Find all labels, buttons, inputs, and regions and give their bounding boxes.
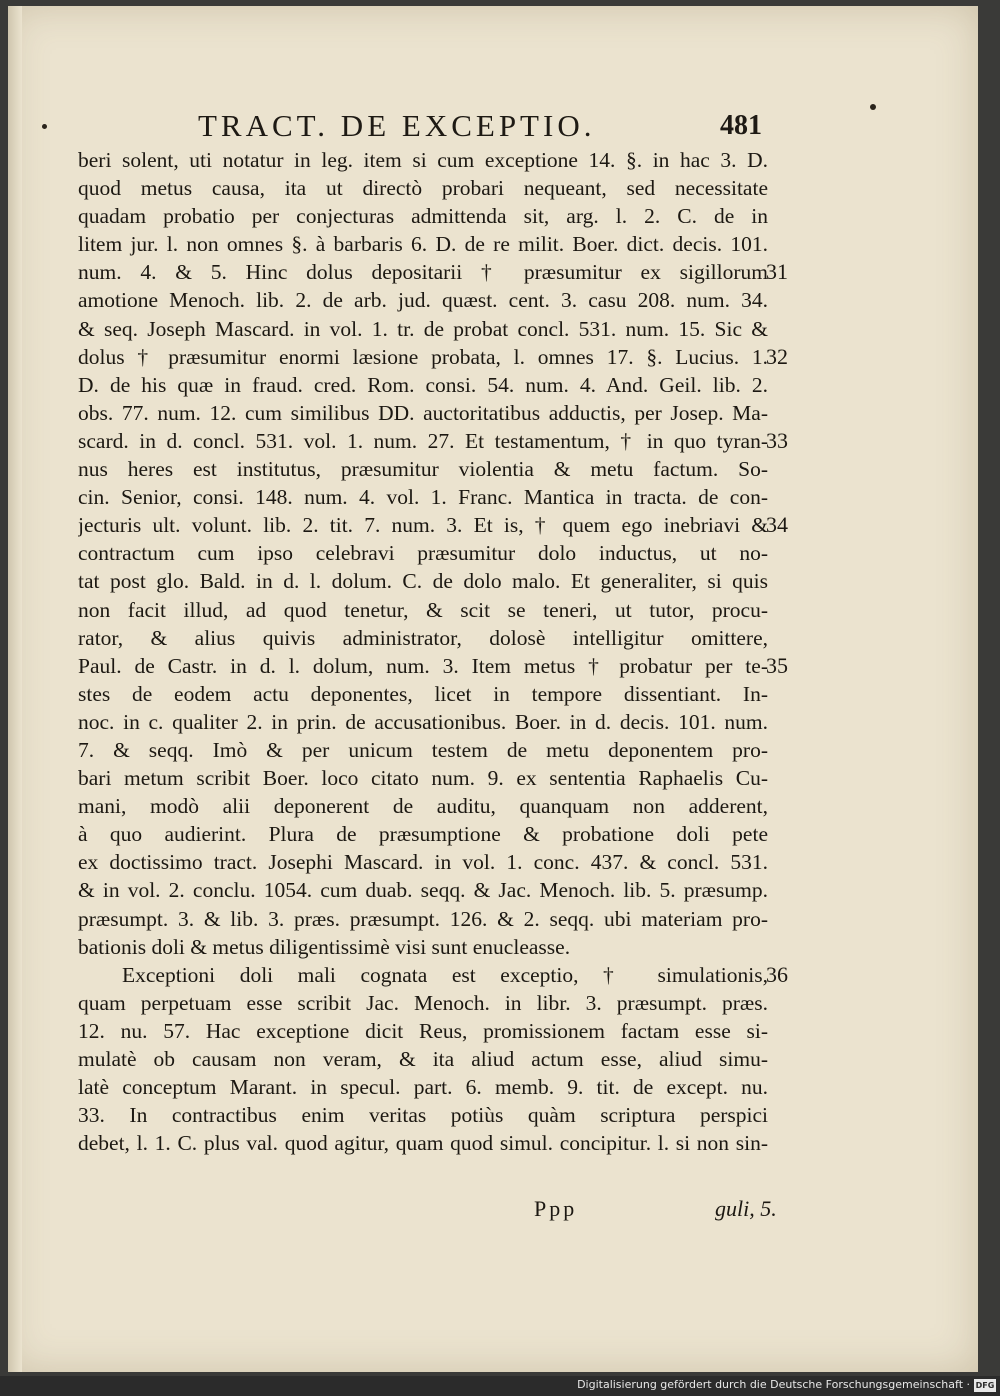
text-line: D. de his quæ in fraud. cred. Rom. consi. 54. num. 4. And. Geil. lib. 2. [78,372,768,397]
text-line: scard. in d. concl. 531. vol. 1. num. 27. Et testamentum, † in quo tyran- [78,428,768,453]
marginal-number: 31 [766,259,788,285]
text-line: mulatè ob causam non veram, & ita aliud actum esse, aliud simu- [78,1047,768,1071]
catchword: guli, 5. [715,1196,777,1221]
text-line: tat post glo. Bald. in d. l. dolum. C. de dolo malo. Et generaliter, si quis [78,569,768,594]
text-line: obs. 77. num. 12. cum similibus DD. auctoritatibus adductis, per Josep. Ma- [78,400,768,425]
text-line: beri solent, uti notatur in leg. item si cum exceptione 14. §. in hac 3. D. [78,148,768,172]
page-gutter-shadow [8,6,22,1372]
text-line: 33. In contractibus enim veritas potiùs quàm scriptura perspici [78,1103,768,1128]
text-line: 12. nu. 57. Hac exceptione dicit Reus, promissionem factam esse si- [78,1018,768,1043]
text-line: mani, modò alii deponerent de auditu, quanquam non adderent, [78,794,768,819]
page-header [8,106,978,150]
ink-speck [42,124,47,129]
text-line: Exceptioni doli mali cognata est exceptio, † simulationis, [122,962,768,987]
ink-speck [870,104,876,110]
marginal-number: 32 [766,343,788,369]
text-line: contractum cum ipso celebravi præsumitur dolo inductus, ut no- [78,541,768,566]
page-number: 481 [720,110,762,141]
dfg-logo: DFG [975,1381,995,1390]
text-line: latè conceptum Marant. in specul. part. 6. memb. 9. tit. de except. nu. [78,1075,768,1100]
text-line: nus heres est institutus, præsumitur violentia & metu factum. So- [78,457,768,482]
running-title: TRACT. DE EXCEPTIO. [198,108,596,143]
text-line: litem jur. l. non omnes §. à barbaris 6. D. de re milit. Boer. dict. decis. 101. [78,232,768,257]
text-line: & in vol. 2. conclu. 1054. cum duab. seqq. & Jac. Menoch. lib. 5. præsump. [78,878,768,903]
text-line: quam perpetuam esse scribit Jac. Menoch. in libr. 3. præsumpt. præs. [78,990,768,1015]
marginal-number: 36 [766,961,788,987]
text-line: quadam probatio per conjecturas admittenda sit, arg. l. 2. C. de in [78,204,768,229]
text-line: stes de eodem actu deponentes, licet in tempore dissentiant. In- [78,681,768,706]
text-line: debet, l. 1. C. plus val. quod agitur, quam quod simul. concipitur. l. si non sin- [78,1131,768,1156]
marginal-number: 35 [766,652,788,678]
text-line: 7. & seqq. Imò & per unicum testem de metu deponentem pro- [78,737,768,762]
signature-mark: Ppp [534,1196,578,1221]
text-line: rator, & alius quivis administrator, dolosè intelligitur omittere, [78,625,768,650]
dfg-credit-text: Digitalisierung gefördert durch die Deutsche Forschungsgemeinschaft · [577,1378,970,1391]
text-line: amotione Menoch. lib. 2. de arb. jud. quæst. cent. 3. casu 208. num. 34. [78,288,768,313]
text-line: ex doctissimo tract. Josephi Mascard. in vol. 1. conc. 437. & concl. 531. [78,850,768,875]
marginal-number: 34 [766,512,788,538]
body-text [78,146,768,1157]
text-line: cin. Senior, consi. 148. num. 4. vol. 1. Franc. Mantica in tracta. de con- [78,485,768,510]
text-line: noc. in c. qualiter 2. in prin. de accusationibus. Boer. in d. decis. 101. num. [78,709,768,734]
text-line: Paul. de Castr. in d. l. dolum, num. 3. Item metus † probatur per te- [78,653,768,678]
text-line: bationis doli & metus diligentissimè visi sunt enucleasse. [78,934,571,959]
text-line: præsumpt. 3. & lib. 3. præs. præsumpt. 126. & 2. seqq. ubi materiam pro- [78,906,768,931]
text-line: jecturis ult. volunt. lib. 2. tit. 7. num. 3. Et is, † quem ego inebriavi & [78,513,768,538]
book-page [8,6,978,1372]
text-line: & seq. Joseph Mascard. in vol. 1. tr. de probat concl. 531. num. 15. Sic & [78,316,768,341]
text-line: num. 4. & 5. Hinc dolus depositarii † præsumitur ex sigillorum [78,260,768,285]
text-line: non facit illud, ad quod tenetur, & scit se teneri, ut tutor, procu- [78,597,768,622]
text-line: à quo audierint. Plura de præsumptione & probatione doli pete [78,822,768,847]
text-line: bari metum scribit Boer. loco citato num. 9. ex sententia Raphaelis Cu- [78,766,768,791]
text-line: quod metus causa, ita ut directò probari nequeant, sed necessitate [78,176,768,201]
digitization-credit-bar [0,1376,1000,1396]
marginal-number: 33 [766,428,788,453]
text-line: dolus † præsumitur enormi læsione probata, l. omnes 17. §. Lucius. 1. [78,344,768,369]
